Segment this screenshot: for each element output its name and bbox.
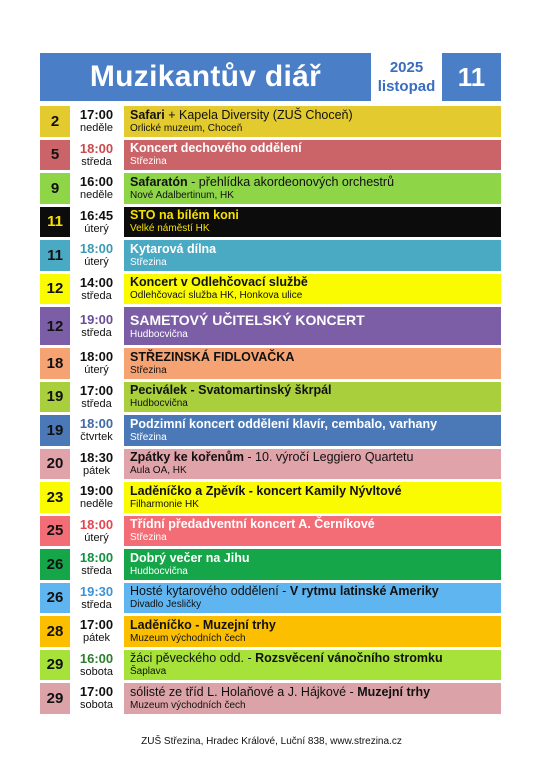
event-place: Velké náměstí HK	[130, 223, 210, 235]
event-row	[40, 382, 501, 413]
event-row	[40, 274, 501, 305]
event-day: 23	[40, 482, 70, 513]
event-row	[40, 549, 501, 580]
header	[40, 53, 501, 101]
event-title-prefix: Hosté kytarového oddělení -	[130, 584, 290, 599]
event-weekday: pátek	[83, 464, 110, 477]
event-weekday: čtvrtek	[80, 431, 113, 444]
event-time-block	[70, 207, 123, 238]
event-row	[40, 449, 501, 480]
event-title-bold: Zpátky ke kořenům	[130, 450, 244, 465]
event-title	[130, 618, 501, 633]
event-place: Orlické muzeum, Choceň	[130, 122, 243, 134]
event-title-rest: - 10. výročí Leggiero Quartetu	[243, 450, 414, 465]
event-title	[130, 484, 501, 499]
event-time-block	[70, 348, 123, 379]
event-day: 12	[40, 274, 70, 305]
event-title	[130, 175, 501, 190]
event-day: 25	[40, 516, 70, 547]
event-weekday: středa	[81, 598, 112, 611]
event-time: 18:00	[79, 140, 114, 156]
event-time: 18:30	[79, 449, 114, 465]
event-row	[40, 140, 501, 171]
event-time-block	[70, 549, 123, 580]
event-day: 20	[40, 449, 70, 480]
event-row	[40, 307, 501, 345]
event-time: 17:00	[79, 684, 114, 700]
event-title	[130, 275, 501, 290]
event-day: 11	[40, 240, 70, 271]
event-details	[124, 516, 501, 547]
month-name-label: listopad	[377, 78, 436, 95]
event-day: 2	[40, 106, 70, 137]
event-title	[130, 208, 501, 223]
event-time: 19:30	[79, 583, 114, 599]
event-title	[130, 651, 501, 666]
event-day: 9	[40, 173, 70, 204]
event-weekday: úterý	[84, 364, 109, 377]
event-time: 18:00	[79, 241, 114, 257]
page-title: Muzikantův diář	[40, 53, 371, 101]
event-place: Střezina	[130, 431, 167, 443]
event-details	[124, 616, 501, 647]
event-time: 17:00	[79, 617, 114, 633]
event-weekday: úterý	[84, 222, 109, 235]
event-row	[40, 348, 501, 379]
event-weekday: úterý	[84, 531, 109, 544]
event-time: 18:00	[79, 416, 114, 432]
event-list	[40, 106, 501, 717]
event-row	[40, 583, 501, 614]
event-title	[130, 551, 501, 566]
event-time-block	[70, 274, 123, 305]
event-place: Muzeum východních čech	[130, 632, 246, 644]
event-title-bold: Safaratón	[130, 174, 188, 189]
event-place: Nové Adalbertinum, HK	[130, 189, 234, 201]
event-time-block	[70, 616, 123, 647]
event-title-bold: Rozsvěcení vánočního stromku	[255, 651, 443, 666]
event-row	[40, 207, 501, 238]
event-title-bold: Dobrý večer na Jihu	[130, 550, 250, 565]
event-title-bold: Laděníčko - Muzejní trhy	[130, 617, 276, 632]
event-day: 11	[40, 207, 70, 238]
event-weekday: neděle	[79, 498, 114, 511]
event-title-rest: - přehlídka akordeonových orchestrů	[187, 174, 395, 189]
event-title	[130, 350, 501, 365]
event-time-block	[70, 415, 123, 446]
event-row	[40, 240, 501, 271]
event-weekday: středa	[81, 327, 112, 339]
event-place: Odlehčovací služba HK, Honkova ulice	[130, 290, 303, 302]
event-time: 18:00	[79, 516, 114, 532]
event-title	[130, 417, 501, 432]
event-details	[124, 106, 501, 137]
event-title-bold: Kytarová dílna	[130, 241, 217, 256]
event-weekday: neděle	[79, 122, 114, 135]
event-title-bold: Koncert v Odlehčovací službě	[130, 275, 308, 290]
event-title-bold: Safari	[130, 107, 165, 122]
event-details	[124, 482, 501, 513]
event-time-block	[70, 516, 123, 547]
event-title-bold: V rytmu latinské Ameriky	[289, 584, 439, 599]
event-time: 17:00	[79, 107, 114, 123]
event-title	[130, 450, 501, 465]
event-weekday: středa	[81, 565, 112, 578]
event-row	[40, 173, 501, 204]
event-weekday: sobota	[79, 665, 114, 678]
event-weekday: neděle	[79, 189, 114, 202]
event-details	[124, 683, 501, 714]
event-time-block	[70, 683, 123, 714]
footer: ZUŠ Střezina, Hradec Králové, Luční 838, www.strezina.cz	[141, 736, 402, 747]
event-title-bold: Muzejní trhy	[357, 684, 431, 699]
event-row	[40, 482, 501, 513]
event-day: 26	[40, 549, 70, 580]
event-details	[124, 449, 501, 480]
event-time: 16:45	[79, 207, 114, 223]
event-time-block	[70, 382, 123, 413]
event-title-bold: Třídní předadventní koncert A. Černíkové	[130, 517, 375, 532]
event-day: 29	[40, 683, 70, 714]
event-details	[124, 240, 501, 271]
event-title-prefix: žáci pěveckého odd. -	[130, 651, 256, 666]
event-row	[40, 415, 501, 446]
event-time: 19:00	[79, 312, 114, 327]
event-title-bold: STŘEZINSKÁ FIDLOVAČKA	[130, 349, 295, 364]
event-place: Divadlo Jesličky	[130, 599, 202, 611]
event-weekday: pátek	[83, 632, 110, 645]
event-place: Střezina	[130, 364, 167, 376]
event-place: Muzeum východních čech	[130, 699, 246, 711]
event-title-prefix: sólisté ze tříd L. Holaňové a J. Hájkové -	[130, 684, 358, 699]
event-time: 18:00	[79, 349, 114, 365]
event-time: 14:00	[79, 274, 114, 290]
year-label: 2025	[389, 59, 424, 76]
event-title	[130, 517, 501, 532]
event-title-bold: Peciválek - Svatomartinský škrpál	[130, 383, 332, 398]
event-title	[130, 383, 501, 398]
event-time-block	[70, 449, 123, 480]
event-time-block	[70, 140, 123, 171]
event-row	[40, 516, 501, 547]
event-row	[40, 683, 501, 714]
event-details	[124, 274, 501, 305]
event-title-bold: Koncert dechového oddělení	[130, 141, 302, 156]
event-time: 16:00	[79, 650, 114, 666]
event-title	[130, 108, 501, 123]
event-details	[124, 307, 501, 345]
event-details	[124, 173, 501, 204]
event-day: 19	[40, 382, 70, 413]
event-place: Hudbocvična	[130, 398, 188, 410]
event-time: 16:00	[79, 174, 114, 190]
event-day: 19	[40, 415, 70, 446]
event-day: 12	[40, 307, 70, 345]
event-time-block	[70, 583, 123, 614]
event-time-block	[70, 650, 123, 681]
event-day: 26	[40, 583, 70, 614]
event-title	[130, 141, 501, 156]
event-title-bold: STO na bílém koni	[130, 208, 239, 223]
event-place: Hudbocvična	[130, 565, 188, 577]
event-weekday: úterý	[84, 256, 109, 269]
event-title-rest: + Kapela Diversity (ZUŠ Choceň)	[164, 107, 353, 122]
event-place: Šaplava	[130, 666, 167, 678]
event-title	[130, 685, 501, 700]
event-place: Filharmonie HK	[130, 498, 199, 510]
event-time-block	[70, 173, 123, 204]
event-row	[40, 616, 501, 647]
event-title	[130, 242, 501, 257]
event-weekday: středa	[81, 397, 112, 410]
event-place: Aula OA, HK	[130, 465, 187, 477]
event-day: 18	[40, 348, 70, 379]
event-details	[124, 583, 501, 614]
event-time-block	[70, 307, 123, 345]
event-details	[124, 348, 501, 379]
event-weekday: středa	[81, 289, 112, 302]
event-weekday: sobota	[79, 699, 114, 712]
event-day: 28	[40, 616, 70, 647]
event-details	[124, 415, 501, 446]
year-month-label	[371, 53, 442, 101]
event-row	[40, 106, 501, 137]
event-place: Hudbocvična	[130, 329, 188, 340]
event-time-block	[70, 482, 123, 513]
event-place: Střezina	[130, 156, 167, 168]
event-title-bold: Podzimní koncert oddělení klavír, cembalo, varhany	[130, 416, 438, 431]
event-details	[124, 382, 501, 413]
month-number: 11	[442, 53, 501, 101]
event-place: Střezina	[130, 532, 167, 544]
event-time: 17:00	[79, 382, 114, 398]
event-title-bold: SAMETOVÝ UČITELSKÝ KONCERT	[130, 312, 365, 328]
event-details	[124, 549, 501, 580]
event-row	[40, 650, 501, 681]
event-details	[124, 207, 501, 238]
event-time: 19:00	[79, 483, 114, 499]
event-details	[124, 140, 501, 171]
event-details	[124, 650, 501, 681]
event-weekday: středa	[81, 155, 112, 168]
event-day: 5	[40, 140, 70, 171]
event-title	[130, 584, 501, 599]
event-time-block	[70, 240, 123, 271]
event-place: Střezina	[130, 256, 167, 268]
event-time: 18:00	[79, 550, 114, 566]
event-time-block	[70, 106, 123, 137]
event-title	[130, 311, 501, 329]
event-day: 29	[40, 650, 70, 681]
event-title-bold: Laděníčko a Zpěvík - koncert Kamily Nývltové	[130, 483, 402, 498]
